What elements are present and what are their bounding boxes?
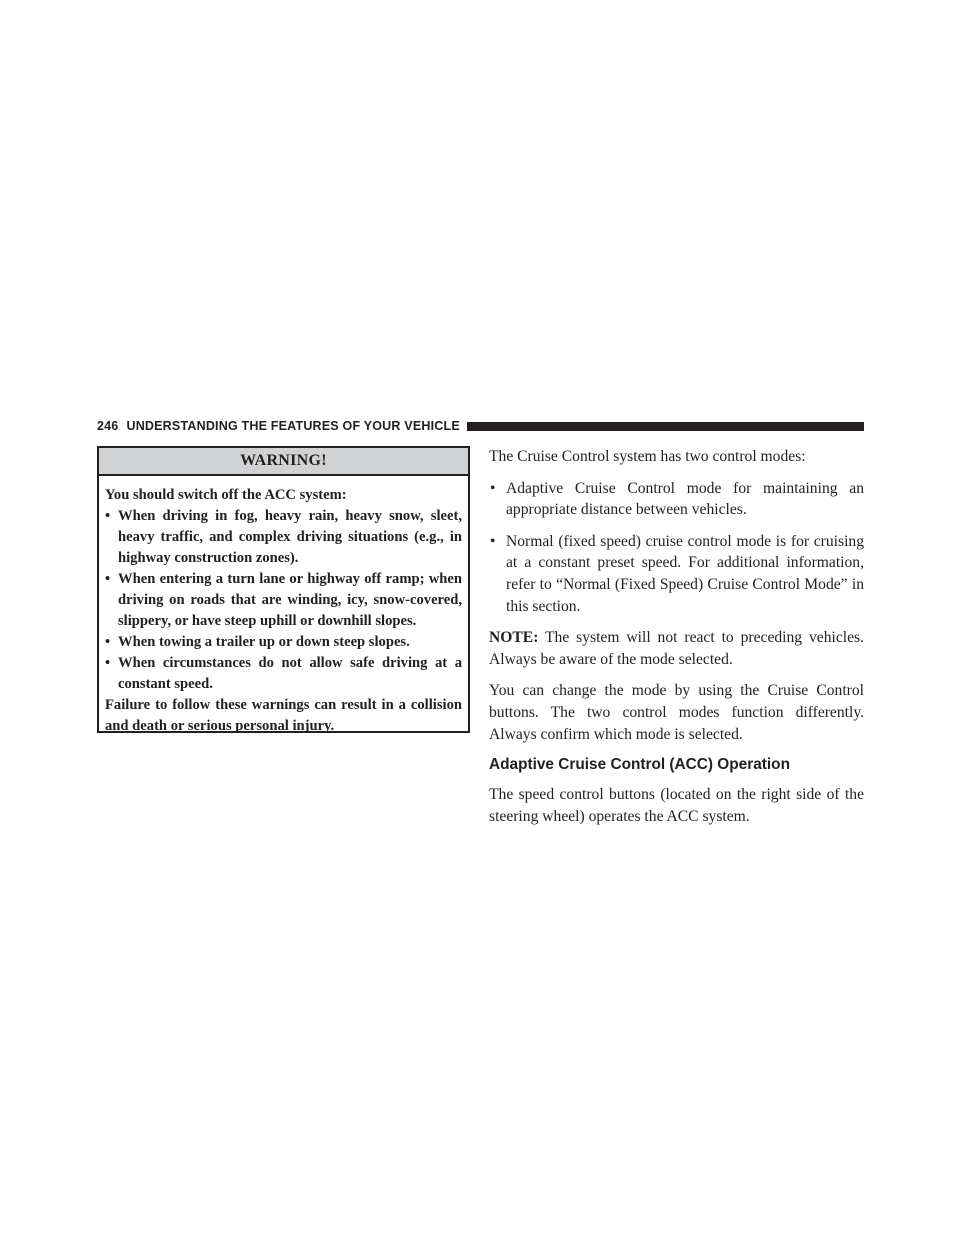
note-text: The system will not react to preceding vehicles. Always be aware of the mode selected. <box>489 629 864 668</box>
modes-list <box>489 478 864 618</box>
warning-item-text: When towing a trailer up or down steep slopes. <box>118 634 410 650</box>
note-label: NOTE: <box>489 629 539 647</box>
bullet-glyph: • <box>105 655 111 671</box>
acc-operation-paragraph: The speed control buttons (located on the right side of the steering wheel) operates the ACC system. <box>489 786 864 825</box>
mode-item <box>489 531 864 617</box>
warning-list <box>105 506 462 695</box>
warning-title: WARNING! <box>99 448 468 476</box>
bullet-glyph: • <box>105 571 111 587</box>
warning-intro: You should switch off the ACC system: <box>105 487 347 503</box>
warning-body <box>99 476 468 737</box>
mode-item-text: Adaptive Cruise Control mode for maintaining an appropriate distance between vehicles. <box>506 479 864 519</box>
warning-item-text: When driving in fog, heavy rain, heavy snow, sleet, heavy traffic, and complex driving situations (e.g., in highway construction zones). <box>118 508 462 566</box>
warning-box <box>97 446 470 733</box>
mode-item-text: Normal (fixed speed) cruise control mode is for cruising at a constant preset speed. For additional information, refer to “Normal (Fixed Speed) Cruise Control Mode” in this section. <box>506 532 864 615</box>
mode-item <box>489 478 864 521</box>
warning-footer: Failure to follow these warnings can result in a collision and death or serious personal injury. <box>105 697 462 734</box>
warning-item-text: When circumstances do not allow safe driving at a constant speed. <box>118 655 462 692</box>
acc-operation-heading: Adaptive Cruise Control (ACC) Operation <box>489 756 790 774</box>
header-rule <box>467 422 864 431</box>
warning-item <box>105 653 462 695</box>
bullet-glyph: • <box>490 479 496 497</box>
warning-item-text: When entering a turn lane or highway off ramp; when driving on roads that are winding, icy, snow-covered, slippery, or have steep uphill or downhill slopes. <box>118 571 462 629</box>
bullet-glyph: • <box>105 508 111 524</box>
page-header <box>97 418 864 434</box>
main-text-column <box>489 446 864 837</box>
page-number: 246 <box>97 419 119 433</box>
modes-intro: The Cruise Control system has two control modes: <box>489 448 806 465</box>
warning-item <box>105 569 462 632</box>
section-title: UNDERSTANDING THE FEATURES OF YOUR VEHICLE <box>126 419 460 433</box>
note-paragraph <box>489 627 864 670</box>
warning-item <box>105 632 462 653</box>
bullet-glyph: • <box>105 634 111 650</box>
warning-item <box>105 506 462 569</box>
bullet-glyph: • <box>490 532 496 550</box>
change-mode-paragraph: You can change the mode by using the Cruise Control buttons. The two control modes function differently. Always confirm which mode is selected. <box>489 682 864 743</box>
